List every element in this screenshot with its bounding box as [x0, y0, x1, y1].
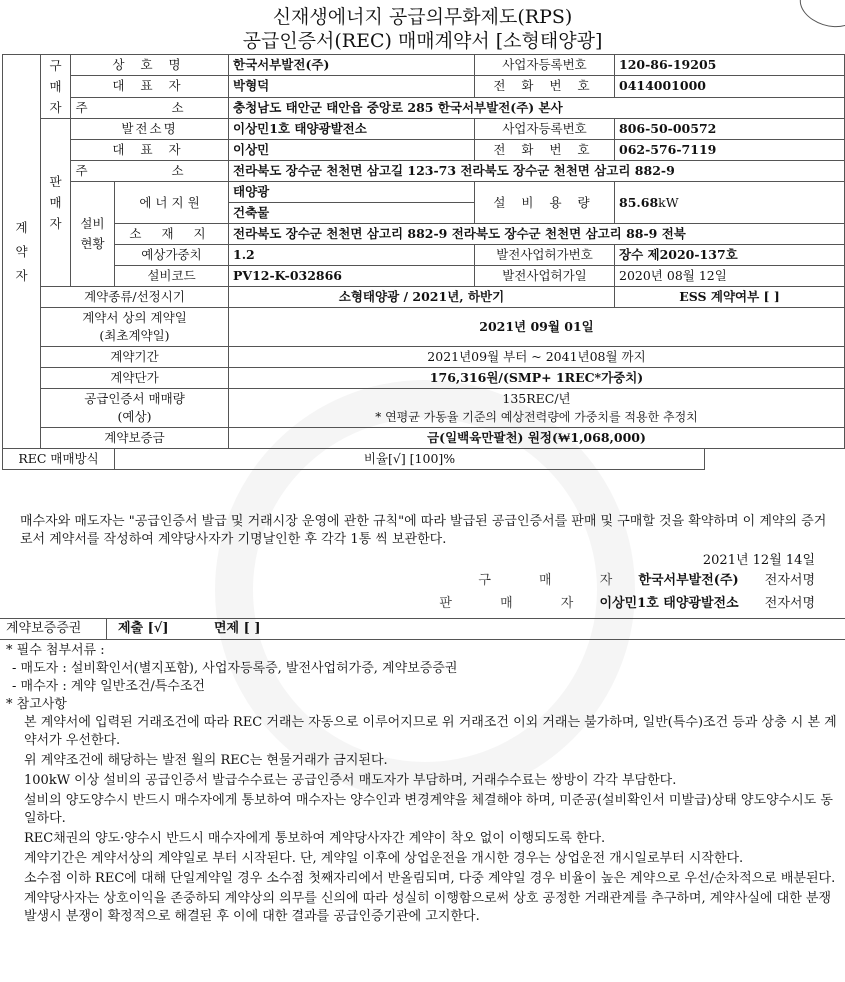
energy-source-2: 건축물 — [229, 203, 475, 224]
seller-phone-label: 전 화 번 호 — [475, 140, 615, 161]
note-number — [6, 870, 24, 888]
note-text: 본 계약서에 입력된 거래조건에 따라 REC 거래는 자동으로 이루어지므로 위 거래조건 이외 거래는 불가하며, 일반(특수)조건 등과 상충 시 본 계약서가 우선한다. — [24, 715, 837, 748]
seller-label: 판매자 — [41, 119, 71, 287]
contract-type-label: 계약종류/선정시기 — [41, 287, 229, 308]
contract-date: 2021년 09월 01일 — [229, 308, 845, 347]
seller-address: 전라북도 장수군 천천면 삼고길 123-73 전라북도 장수군 천천면 삼고리 882-9 — [229, 161, 845, 182]
deposit-label: 계약보증금 — [41, 428, 229, 449]
list-item — [6, 850, 838, 868]
list-item — [6, 890, 838, 926]
seller-rep-label: 대 표 자 — [71, 140, 229, 161]
plant-name-label: 발전소명 — [71, 119, 229, 140]
buyer-rep-label: 대 표 자 — [71, 76, 229, 97]
list-item — [6, 870, 838, 888]
ess-contract: ESS 계약여부 [ ] — [615, 287, 845, 308]
buyer-address: 충청남도 태안군 태안읍 중앙로 285 한국서부발전(주) 본사 — [229, 97, 845, 118]
buyer-biz-reg-no: 120-86-19205 — [615, 55, 845, 76]
contract-table — [2, 54, 845, 470]
seller-sign-label: 판 매 자 — [439, 596, 596, 611]
permit-no-label: 발전사업허가번호 — [475, 245, 615, 266]
rec-qty-label-1: 공급인증서 매매량 — [84, 391, 185, 406]
permit-no: 장수 제2020-137호 — [615, 245, 845, 266]
note-number — [6, 714, 24, 732]
buyer-sign-label: 구 매 자 — [478, 573, 635, 588]
note-number — [6, 850, 24, 868]
seller-phone: 062-576-7119 — [615, 140, 845, 161]
expected-weight-label: 예상가중치 — [115, 245, 229, 266]
expected-weight: 1.2 — [229, 245, 475, 266]
seller-sign-name: 이상민1호 태양광발전소 — [599, 596, 739, 611]
contract-date-label-2: (최초계약일) — [99, 328, 170, 343]
buyer-sign-name: 한국서부발전(주) — [638, 573, 739, 588]
attachments-seller: - 매도자 : 설비확인서(별지포함), 사업자등록증, 발전사업허가증, 계약보증증권 — [12, 661, 458, 676]
contract-period: 2021년09월 부터 ~ 2041년08월 까지 — [229, 347, 845, 368]
seller-plant-name: 이상민1호 태양광발전소 — [229, 119, 475, 140]
location-label: 소 재 지 — [115, 224, 229, 245]
permit-date: 2020년 08월 12일 — [615, 266, 845, 287]
note-text: 소수점 이하 REC에 대해 단일계약일 경우 소수점 첫째자리에서 반올림되며, 다중 계약일 경우 비율이 높은 계약으로 우선/순차적으로 배분된다. — [24, 871, 836, 886]
method-label: REC 매매방식 — [3, 449, 115, 470]
rec-qty-cell — [229, 389, 845, 428]
note-number — [6, 772, 24, 790]
notes-title: * 참고사항 — [6, 697, 67, 712]
rec-qty-label-2: (예상) — [117, 409, 152, 424]
facility-label: 설비현황 — [71, 182, 115, 287]
buyer-label: 구매자 — [41, 55, 71, 119]
list-item — [6, 792, 838, 828]
contract-party-label: 계약자 — [3, 55, 41, 449]
note-text: 위 계약조건에 해당하는 발전 월의 REC는 현물거래가 금지된다. — [24, 753, 388, 768]
unit-price-label: 계약단가 — [41, 368, 229, 389]
note-text: REC채권의 양도·양수시 반드시 매수자에게 통보하여 계약당사자간 계약이 착오 없이 이행되도록 한다. — [24, 831, 606, 846]
contract-type-value: 소형태양광 / 2021년, 하반기 — [229, 287, 615, 308]
note-text: 100kW 이상 설비의 공급인증서 발급수수료는 공급인증서 매도자가 부담하며, 거래수수료는 쌍방이 각각 부담한다. — [24, 773, 677, 788]
seller-esign: 전자서명 — [764, 596, 815, 611]
facility-code: PV12-K-032866 — [229, 266, 475, 287]
capacity-label: 설 비 용 량 — [475, 182, 615, 224]
contract-date-label — [41, 308, 229, 347]
contract-date-label-1: 계약서 상의 계약일 — [82, 310, 187, 325]
buyer-name-label: 상 호 명 — [71, 55, 229, 76]
buyer-phone-label: 전 화 번 호 — [475, 76, 615, 97]
attachments-buyer: - 매수자 : 계약 일반조건/특수조건 — [12, 679, 205, 694]
buyer-biz-reg-label: 사업자등록번호 — [475, 55, 615, 76]
seller-biz-reg-no: 806-50-00572 — [615, 119, 845, 140]
sign-date: 2021년 12월 14일 — [702, 553, 815, 568]
rec-qty: 135REC/년 — [502, 391, 571, 406]
guarantee-divider — [106, 618, 107, 639]
note-number — [6, 890, 24, 908]
buyer-name: 한국서부발전(주) — [229, 55, 475, 76]
seller-signature-line — [439, 595, 815, 613]
energy-source-label: 에너지원 — [115, 182, 229, 224]
guarantee-label: 계약보증증권 — [6, 621, 82, 636]
note-number — [6, 752, 24, 770]
facility-code-label: 설비코드 — [115, 266, 229, 287]
seller-representative: 이상민 — [229, 140, 475, 161]
notes-list — [6, 714, 838, 926]
note-text: 계약기간은 계약서상의 계약일로 부터 시작된다. 단, 계약일 이후에 상업운전을 개시한 경우는 상업운전 개시일로부터 시작한다. — [24, 851, 744, 866]
note-number — [6, 792, 24, 810]
unit-price: 176,316원/(SMP+ 1REC*가중치) — [229, 368, 845, 389]
list-item — [6, 772, 838, 790]
rec-qty-label — [41, 389, 229, 428]
document-title-line1: 신재생에너지 공급의무화제도(RPS) — [272, 6, 573, 28]
guarantee-top-border — [0, 618, 845, 619]
capacity-unit: kW — [658, 194, 679, 210]
list-item — [6, 714, 838, 750]
guarantee-exempt: 면제 [ ] — [214, 621, 261, 636]
buyer-signature-line — [478, 572, 815, 590]
list-item — [6, 752, 838, 770]
facility-location: 전라북도 장수군 천천면 삼고리 882-9 전라북도 장수군 천천면 삼고리 88-9 전북 — [229, 224, 845, 245]
document-title-line2: 공급인증서(REC) 매매계약서 [소형태양광] — [242, 30, 603, 52]
attachments-title: * 필수 첨부서류 : — [6, 643, 105, 658]
note-number — [6, 830, 24, 848]
agreement-statement: 매수자와 매도자는 "공급인증서 발급 및 거래시장 운영에 관한 규칙"에 따라 발급된 공급인증서를 판매 및 구매할 것을 확약하며 이 계약의 증거로서 계약서를 작성하여 계약당사자가 기명날인한 후 각각 1통 씩 보관한다. — [20, 514, 827, 547]
capacity-value: 85.68 — [619, 194, 659, 210]
seller-address-label: 주 소 — [71, 161, 229, 182]
period-label: 계약기간 — [41, 347, 229, 368]
permit-date-label: 발전사업허가일 — [475, 266, 615, 287]
buyer-representative: 박형덕 — [229, 76, 475, 97]
rec-method: 비율[√] [100]% — [115, 449, 705, 470]
list-item — [6, 830, 838, 848]
seller-biz-reg-label: 사업자등록번호 — [475, 119, 615, 140]
guarantee-submit: 제출 [√] — [118, 621, 169, 636]
contract-deposit: 금(일백육만팔천) 원정(₩1,068,000) — [229, 428, 845, 449]
note-text: 설비의 양도양수시 반드시 매수자에게 통보하여 매수자는 양수인과 변경계약을 체결해야 하며, 미준공(설비확인서 미발급)상태 양도양수시도 동일하다. — [24, 793, 833, 826]
note-text: 계약당사자는 상호이익을 존중하되 계약상의 의무를 신의에 따라 성실히 이행함으로써 상호 공정한 거래관계를 추구하며, 계약사실에 대한 분쟁 발생시 분쟁이 확정적으로 해결된 후 이에 대한 결과를 공급인증기관에 고지한다. — [24, 891, 832, 924]
rec-qty-note: * 연평균 가동율 기준의 예상전력량에 가중치를 적용한 추정치 — [375, 410, 698, 424]
buyer-address-label: 주 소 — [71, 97, 229, 118]
capacity-cell — [615, 182, 845, 224]
buyer-esign: 전자서명 — [764, 573, 815, 588]
guarantee-bottom-border — [0, 639, 845, 640]
buyer-phone: 0414001000 — [615, 76, 845, 97]
energy-source-1: 태양광 — [229, 182, 475, 203]
